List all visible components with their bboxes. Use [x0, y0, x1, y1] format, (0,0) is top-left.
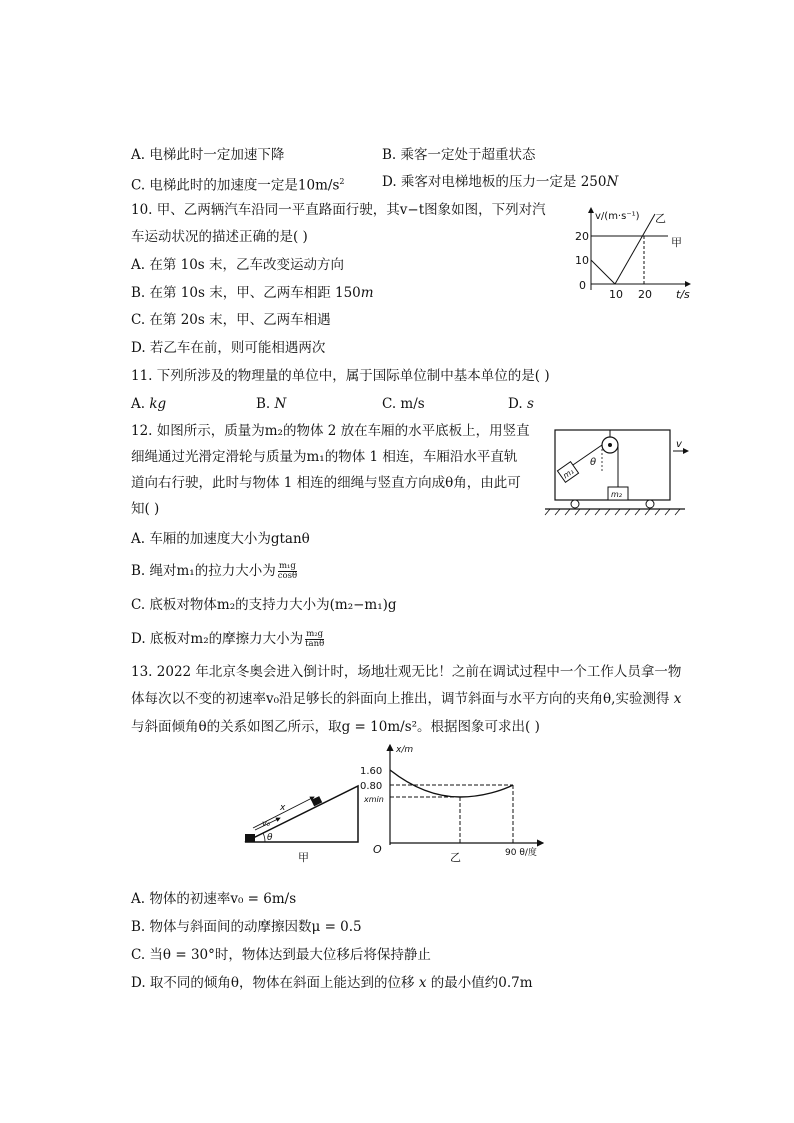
q10-stem-line2: 车运动状况的描述正确的是( )	[131, 229, 308, 245]
q9-option-b: B. 乘客一定处于超重状态	[382, 147, 536, 163]
t-axis-label: t/s	[676, 288, 690, 301]
svg-text:m₁: m₁	[561, 466, 576, 481]
q12-option-d-fraction: $\frac{\text{m₂g}}{\tan\theta}$	[305, 629, 325, 649]
x-tick-10: 10	[609, 288, 623, 301]
y-axis-label: x/m	[396, 745, 414, 755]
incline-triangle	[245, 786, 358, 842]
wheel-left	[571, 500, 579, 508]
q12-stem-line4: 知( )	[131, 501, 160, 517]
figure-yi-caption: 乙	[450, 851, 461, 864]
q13-stem-line3: 与斜面倾角θ的关系如图乙所示，取g = 10m/s²。根据图象可求出( )	[131, 719, 540, 735]
q12-option-b-fraction: $\frac{\text{m₁g}}{\cos\theta}$	[277, 561, 298, 581]
wheel-right	[646, 500, 654, 508]
q12-carriage-figure	[540, 425, 690, 520]
origin-label: O	[373, 843, 382, 856]
q13-option-b: B. 物体与斜面间的动摩擦因数μ = 0.5	[131, 919, 362, 935]
figure-jia-caption: 甲	[298, 851, 309, 864]
q10-stem-line1: 10. 甲、乙两辆汽车沿同一平直路面行驶，其v−t图象如图，下列对汽	[131, 202, 546, 218]
q12-stem-line3: 道向右行驶，此时与物体 1 相连的细绳与竖直方向成θ角，由此可	[131, 475, 521, 491]
y-tick-10: 10	[575, 254, 589, 267]
q13-x-theta-graph	[358, 740, 558, 865]
m2-label: m₂	[611, 490, 622, 499]
v0-label: v₀	[262, 819, 270, 828]
q11-stem: 11. 下列所涉及的物理量的单位中，属于国际单位制中基本单位的是( )	[131, 368, 550, 384]
q13-option-d: D. 取不同的倾角θ，物体在斜面上能达到的位移 x 的最小值约0.7m	[131, 975, 533, 991]
q11-option-c: C. m/s	[382, 396, 425, 412]
theta-label: θ	[267, 833, 273, 843]
velocity-label: v	[676, 439, 682, 450]
q12-option-a: A. 车厢的加速度大小为gtanθ	[131, 531, 310, 547]
q11-option-b: B. N	[256, 396, 287, 412]
q11-option-a: A. kg	[131, 396, 167, 412]
pulley-axle	[608, 443, 612, 447]
block-m1	[557, 462, 578, 483]
q13-stem-line2: 体每次以不变的初速率v₀沿足够长的斜面向上推出，调节斜面与水平方向的夹角θ,实验测得 x	[131, 691, 682, 707]
theta-label: θ	[590, 457, 597, 468]
yi-line-segment2	[615, 214, 655, 284]
q13-stem-line1: 13. 2022 年北京冬奥会进入倒计时，场地壮观无比！之前在调试过程中一个工作人员拿一物	[131, 664, 682, 680]
tick-0.80: 0.80	[360, 781, 383, 792]
q13-option-c: C. 当θ = 30°时，物体达到最大位移后将保持静止	[131, 947, 431, 963]
xmin-label: xmin	[364, 795, 384, 804]
q9-option-c: C. 电梯此时的加速度一定是$10m/s^2$	[131, 177, 345, 194]
q10-option-b: B. 在第 10s 末，甲、乙两车相距 150m	[131, 285, 374, 301]
yi-line-segment1	[591, 260, 615, 284]
q12-stem-line1: 12. 如图所示，质量为m₂的物体 2 放在车厢的水平底板上，用竖直	[131, 423, 530, 439]
theta-axis-label: 90 θ/度	[505, 848, 537, 858]
q13-option-a: A. 物体的初速率v₀ = 6m/s	[131, 891, 297, 907]
x-theta-curve	[390, 770, 513, 797]
q10-vt-graph	[560, 200, 710, 305]
v-axis-label: v/(m·s⁻¹)	[595, 211, 640, 222]
tick-1.60: 1.60	[360, 766, 383, 777]
q9-option-a: A. 电梯此时一定加速下降	[131, 147, 285, 163]
y-tick-0: 0	[579, 279, 586, 292]
q9-option-d: D. 乘客对电梯地板的压力一定是 250N	[382, 174, 619, 190]
yi-label: 乙	[655, 212, 666, 225]
q13-incline-figure	[240, 770, 365, 865]
q11-option-d: D. s	[508, 396, 534, 412]
angle-arc	[263, 833, 265, 842]
q12-stem-line2: 细绳通过光滑定滑轮与质量为m₁的物体 1 相连，车厢沿水平直轨	[131, 449, 518, 465]
slanted-rope	[570, 445, 602, 467]
x-tick-20: 20	[638, 288, 652, 301]
y-tick-20: 20	[575, 230, 589, 243]
q12-option-b: B. 绳对m₁的拉力大小为 $\frac{\text{m₁g}}{\cos\theta}$	[131, 561, 298, 581]
start-block	[245, 834, 255, 842]
x-label: x	[280, 803, 286, 813]
q12-option-d: D. 底板对m₂的摩擦力大小为 $\frac{\text{m₂g}}{\tan\theta}$	[131, 629, 325, 649]
ground-hatching	[545, 509, 680, 515]
q10-option-d: D. 若乙车在前，则可能相遇两次	[131, 340, 326, 356]
jia-label: 甲	[671, 236, 682, 249]
q12-option-c: C. 底板对物体m₂的支持力大小为(m₂−m₁)g	[131, 597, 397, 613]
q10-option-c: C. 在第 20s 末，甲、乙两车相遇	[131, 312, 331, 328]
q10-option-a: A. 在第 10s 末，乙车改变运动方向	[131, 257, 345, 273]
